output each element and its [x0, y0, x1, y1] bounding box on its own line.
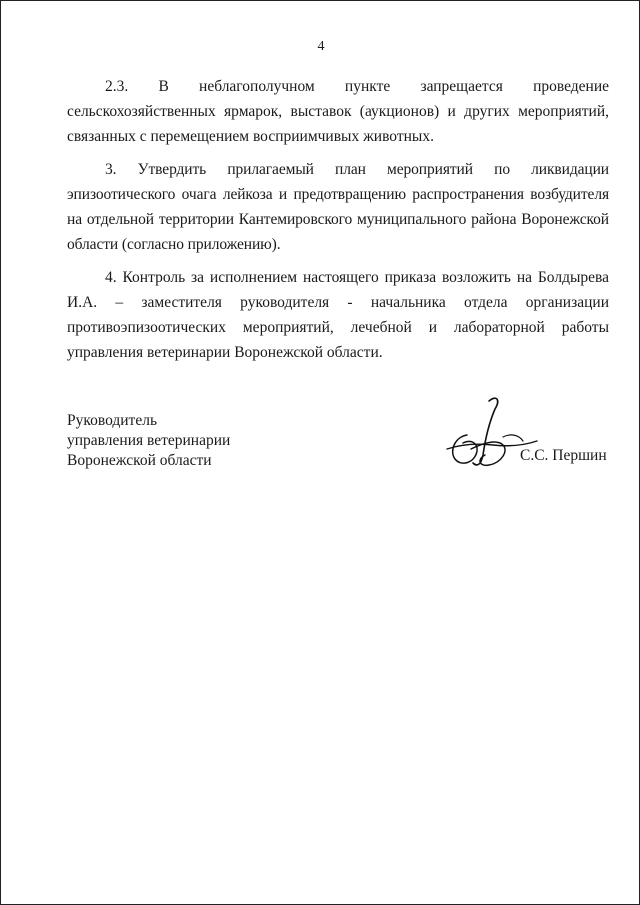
signer-name: С.С. Першин — [520, 447, 607, 464]
paragraph-3: 3. Утвердить прилагаемый план мероприятий по ликвидации эпизоотического очага лейкоза и предотвращению распространения возбудителя на отдельной территории Кантемировского муниципального района Воронежской области (согласно приложению). — [67, 161, 609, 253]
signatory-title-line: Воронежской области — [67, 452, 212, 469]
signatory-title-line: Руководитель — [67, 412, 158, 429]
paragraph-2-3: 2.3. В неблагополучном пункте запрещается проведение сельскохозяйственных ярмарок, выставок (аукционов) и других мероприятий, связанных с перемещением восприимчивых животных. — [67, 78, 609, 145]
document-body — [67, 74, 609, 373]
paragraph-4: 4. Контроль за исполнением настоящего приказа возложить на Болдырева И.А. – заместителя руководителя - начальника отдела организации противоэпизоотических мероприятий, лечебной и лабораторной работы управления ветеринарии Воронежской области. — [67, 269, 609, 361]
page-number: 4 — [317, 39, 325, 54]
signatory-title — [67, 411, 230, 471]
signatory-title-line: управления ветеринарии — [67, 432, 231, 449]
